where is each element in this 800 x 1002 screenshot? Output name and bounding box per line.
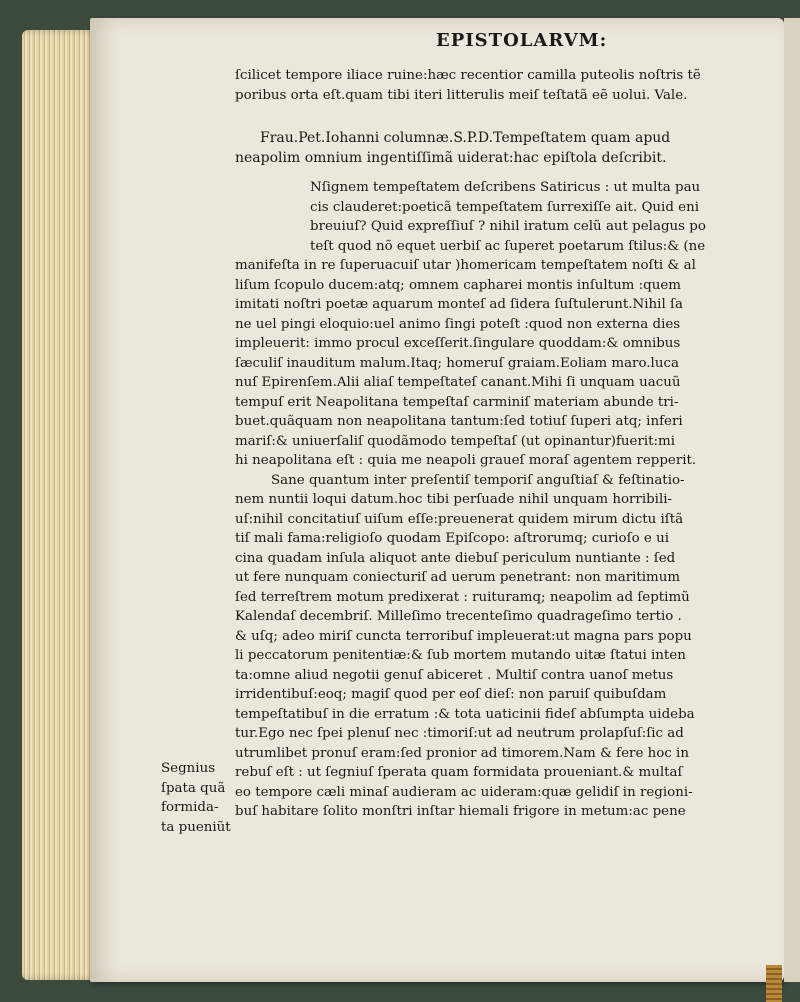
marginal-note-line: Segnius — [161, 761, 216, 776]
main-text — [235, 66, 735, 822]
text-line: tur.Ego nec ſpei plenuſ nec :timoriſ:ut ad neutrum prolapſuſ:ſic ad — [235, 726, 684, 741]
text-line: rebuſ eſt : ut ſegniuſ ſperata quam formidata proueniant.& multaſ — [235, 765, 683, 780]
text-line: imitati noſtri poetæ aquarum monteſ ad ſidera ſuſtulerunt.Nihil ſa — [235, 297, 683, 312]
running-head: EPISTOLARVM: — [436, 30, 608, 51]
text-line: nem nuntii loqui datum.hoc tibi perſuade nihil unquam horribili- — [235, 492, 673, 507]
text-line: eo tempore cæli minaſ audieram ac uideram:quæ gelidiſ in regioni- — [235, 784, 693, 800]
text-line: irridentibuſ:eoq; magiſ quod per eoſ dieſ: non paruiſ quibuſdam — [235, 687, 667, 702]
text-line: Nſignem tempeſtatem deſcribens Satiricus : ut multa pau — [310, 180, 701, 195]
text-line: poribus orta eſt.quam tibi iteri litterulis meiſ teſtatã eẽ uolui. Vale. — [235, 87, 688, 103]
marginal-note-line: formida- — [161, 800, 219, 815]
text-line: tiſ mali fama:religioſo quodam Epiſcopo: aſtrorumq; curioſo e ui — [235, 531, 669, 546]
text-line: tempuſ erit Neapolitana tempeſtaſ carminiſ materiam abunde tri- — [235, 394, 679, 410]
text-line: nuſ Epirenſem.Alii aliaſ tempeſtateſ canant.Mihi ſi unquam uacuũ — [235, 375, 681, 390]
bookmark-ribbon — [766, 965, 782, 1002]
text-line: ne uel pingi eloquio:uel animo ſingi poteſt :quod non externa dies — [235, 316, 681, 332]
marginal-note-line: ta pueniũt — [161, 819, 231, 835]
text-line: manifeſta in re ſuperuacuiſ utar )homericam tempeſtatem noſti & al — [235, 258, 696, 273]
text-line: breuiuſ? Quid expreſſiuſ ? nihil iratum celũ aut pelagus po — [310, 219, 706, 234]
text-line: ta:omne aliud negotii genuſ abiceret . Multiſ contra uanoſ metus — [235, 667, 674, 683]
letter-heading: neapolim omnium ingentiſſimã uiderat:hac epiſtola deſcribit. — [235, 149, 667, 166]
text-line: mariſ:& uniuerſaliſ quodãmodo tempeſtaſ (ut opinantur)fuerit:mi — [235, 433, 676, 449]
text-line: utrumlibet pronuſ eram:ſed pronior ad timorem.Nam & fere hoc in — [235, 745, 689, 761]
text-line: tempeſtatibuſ in die erratum :& tota uaticinii fideſ abſumpta uideba — [235, 706, 695, 722]
text-line: buet.quãquam non neapolitana tantum:ſed totiuſ ſuperi atq; inferi — [235, 414, 683, 429]
text-line: Kalendaſ decembriſ. Milleſimo trecenteſimo quadrageſimo tertio . — [235, 609, 682, 624]
text-line: ſed terreſtrem motum predixerat : ruituramq; neapolim ad ſeptimũ — [235, 589, 690, 605]
facing-page-edge — [784, 18, 800, 982]
text-line: ut fere nunquam coniecturiſ ad uerum penetrant: non maritimum — [235, 570, 681, 585]
text-line: ſæculiſ inauditum malum.Itaq; homeruſ graiam.Eoliam maro.luca — [235, 355, 679, 371]
marginal-note — [161, 759, 241, 837]
text-line: liſum ſcopulo ducem:atq; omnem capharei montis inſultum :quem — [235, 277, 681, 293]
marginal-note-line: ſpata quã — [161, 780, 226, 796]
text-line: Sane quantum inter preſentiſ temporiſ anguſtiaſ & feſtinatio- — [271, 472, 685, 488]
text-line: uſ:nihil concitatiuſ uiſum eſſe:preuenerat quidem mirum dictu iſtã — [235, 511, 684, 527]
text-line: cis clauderet:poeticã tempeſtatem ſurrexiſſe ait. Quid eni — [310, 199, 699, 215]
text-line: & uſq; adeo miriſ cuncta terroribuſ impleuerat:ut magna pars popu — [235, 628, 692, 644]
text-line: hi neapolitana eſt : quia me neapoli graueſ moraſ agentem repperit. — [235, 453, 697, 468]
text-line: buſ habitare ſolito monſtri inſtar hiemali frigore in metum:ac pene — [235, 804, 686, 819]
text-line: teſt quod nõ equet uerbiſ ac ſuperet poetarum ſtilus:& (ne — [310, 238, 706, 254]
text-line: li peccatorum penitentiæ:& ſub mortem mutando uitæ ſtatui inten — [235, 648, 686, 663]
text-line: ſcilicet tempore iliace ruine:hæc recentior camilla puteolis noſtris tẽ — [235, 68, 701, 83]
letter-heading: Frau.Pet.Iohanni columnæ.S.P.D.Tempeſtatem quam apud — [260, 130, 671, 146]
text-line: impleuerit: immo procul exceſſerit.ſingulare quoddam:& omnibus — [235, 336, 681, 351]
text-line: cina quadam inſula aliquot ante diebuſ periculum nuntiante : ſed — [235, 550, 676, 566]
